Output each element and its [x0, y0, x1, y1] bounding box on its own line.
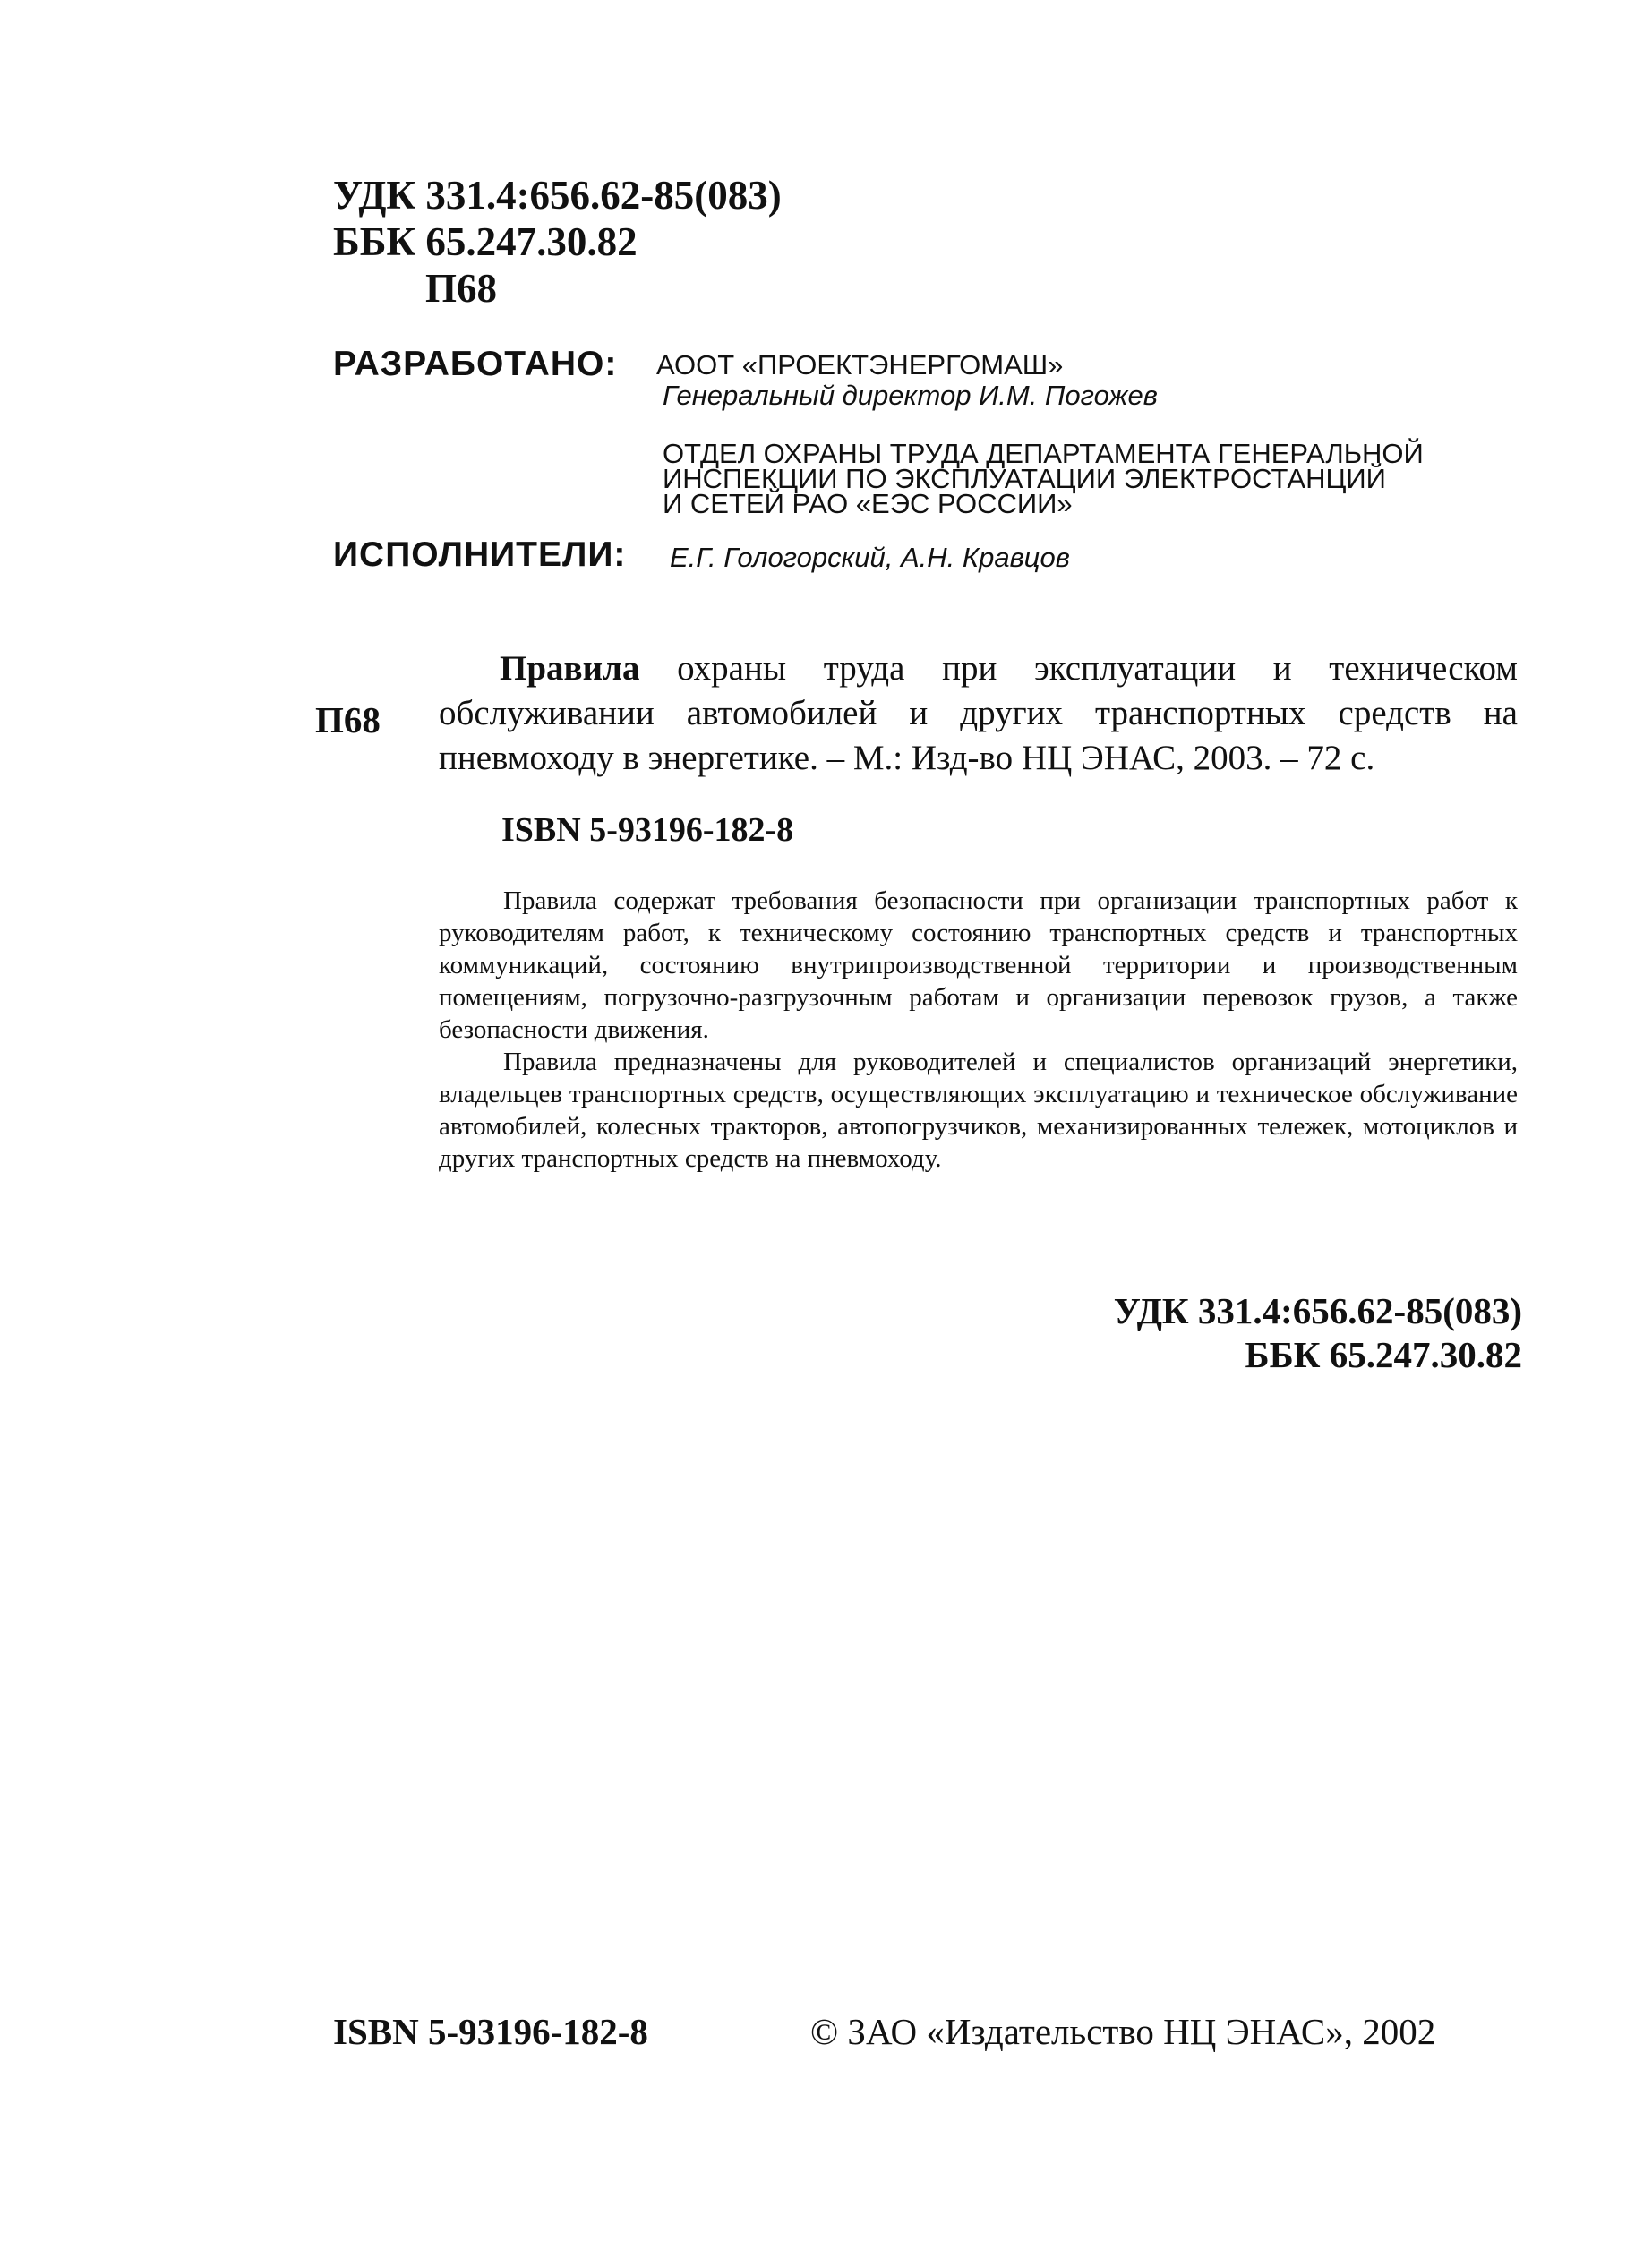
footer-copyright: © ЗАО «Издательство НЦ ЭНАС», 2002: [810, 2011, 1436, 2052]
bbk-code-bottom: ББК 65.247.30.82: [1245, 1334, 1522, 1375]
entry-description: охраны труда при эксплуатации и техническом обслуживании автомобилей и других транспортных средств на пневмоходу в энергетике. – М.: Изд-во НЦ ЭНАС, 2003. – 72 с.: [439, 649, 1518, 777]
annotation: [439, 885, 1518, 1175]
developer-dept-line-3: И СЕТЕЙ РАО «ЕЭС РОССИИ»: [663, 488, 1073, 519]
developed-label: РАЗРАБОТАНО:: [333, 345, 618, 383]
annotation-paragraph-1: Правила содержат требования безопасности при организации транспортных работ к руководителям работ, к техническому состоянию транспортных средств и транспортных коммуникаций, состоянию внутрипроизводственной территории и производственным помещениям, погрузочно-разгрузочным работам и организации перевозок грузов, а также безопасности движения.: [439, 886, 1518, 1044]
annotation-paragraph-2: Правила предназначены для руководителей и специалистов организаций энергетики, владельцев транспортных средств, осуществляющих эксплуатацию и техническое обслуживание автомобилей, колесных тракторов, автопогрузчиков, механизированных тележек, мотоциклов и других транспортных средств на пневмоходу.: [439, 1048, 1518, 1173]
developer-dept-line-1: ОТДЕЛ ОХРАНЫ ТРУДА ДЕПАРТАМЕНТА ГЕНЕРАЛЬНОЙ: [663, 438, 1424, 469]
author-mark-entry: П68: [315, 699, 381, 740]
udk-code-bottom: УДК 331.4:656.62-85(083): [1113, 1290, 1522, 1331]
bibliographic-entry: [439, 646, 1518, 781]
bbk-code-top: ББК 65.247.30.82: [333, 219, 638, 264]
footer-isbn: ISBN 5-93196-182-8: [333, 2011, 648, 2052]
performers-label: ИСПОЛНИТЕЛИ:: [333, 535, 627, 574]
author-mark-top: П68: [425, 266, 498, 311]
developer-org-person: Генеральный директор И.М. Погожев: [663, 380, 1158, 411]
bibliographic-text: [439, 646, 1518, 781]
entry-title-bold: Правила: [500, 649, 640, 688]
performers-names: Е.Г. Гологорский, А.Н. Кравцов: [670, 542, 1070, 573]
udk-code-top: УДК 331.4:656.62-85(083): [333, 173, 782, 218]
classification-bottom: [1114, 1289, 1522, 1377]
isbn-entry: ISBN 5-93196-182-8: [501, 811, 794, 849]
developer-org-name: АООТ «ПРОЕКТЭНЕРГОМАШ»: [656, 349, 1064, 381]
developer-dept-line-2: ИНСПЕКЦИИ ПО ЭКСПЛУАТАЦИИ ЭЛЕКТРОСТАНЦИЙ: [663, 463, 1386, 494]
